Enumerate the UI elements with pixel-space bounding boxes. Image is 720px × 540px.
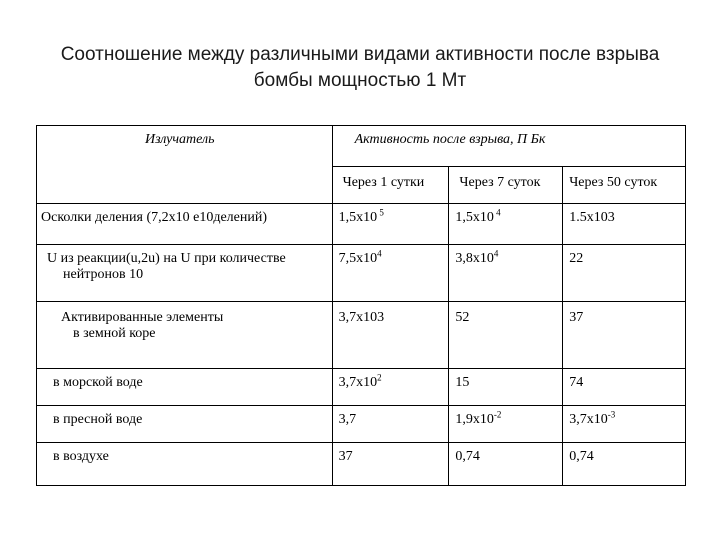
title-line-2: бомбы мощностью 1 Мт (253, 70, 467, 91)
header-col-2: Через 7 суток (449, 167, 563, 204)
table-row (37, 302, 686, 369)
cell: 3,7 (332, 406, 449, 443)
table-row (37, 406, 686, 443)
title-line-1: Соотношение между различными видами активности после взрыва (60, 44, 660, 65)
header-col-3: Через 50 суток (563, 167, 686, 204)
activity-table (36, 125, 686, 486)
header-col-1: Через 1 сутки (332, 167, 449, 204)
cell: $1,9х10^{-2}$ (449, 406, 563, 443)
cell: $3,7х10^{-3}$ (563, 406, 686, 443)
row-name: в морской воде (37, 369, 333, 406)
cell: 0,74 (449, 443, 563, 486)
page-title (20, 42, 700, 94)
row-name: Активированные элементы в земной коре (37, 302, 333, 369)
cell: 3,7х103 (332, 302, 449, 369)
cell: 1,5х10 $^4$ (449, 204, 563, 245)
cell: 52 (449, 302, 563, 369)
table-row (37, 443, 686, 486)
cell: 15 (449, 369, 563, 406)
cell: 1.5х103 (563, 204, 686, 245)
row-name: в пресной воде (37, 406, 333, 443)
cell: $3,8х10^4$ (449, 245, 563, 302)
cell: 22 (563, 245, 686, 302)
header-emitter: Излучатель (37, 126, 333, 204)
row-name: U из реакции(u,2u) на U при количестве нейтронов 10 (37, 245, 333, 302)
cell: 37 (563, 302, 686, 369)
cell: 37 (332, 443, 449, 486)
cell: 0,74 (563, 443, 686, 486)
cell: 74 (563, 369, 686, 406)
header-activity: Активность после взрыва, П Бк (332, 126, 685, 167)
table-row (37, 204, 686, 245)
table-row (37, 369, 686, 406)
cell: $3,7х10^2$ (332, 369, 449, 406)
row-name: в воздухе (37, 443, 333, 486)
row-name: Осколки деления (7,2х10 е10делений) (37, 204, 333, 245)
table-row (37, 245, 686, 302)
cell: 1,5х10 $^5$ (332, 204, 449, 245)
cell: $7,5х10^4$ (332, 245, 449, 302)
header-row (37, 126, 686, 167)
